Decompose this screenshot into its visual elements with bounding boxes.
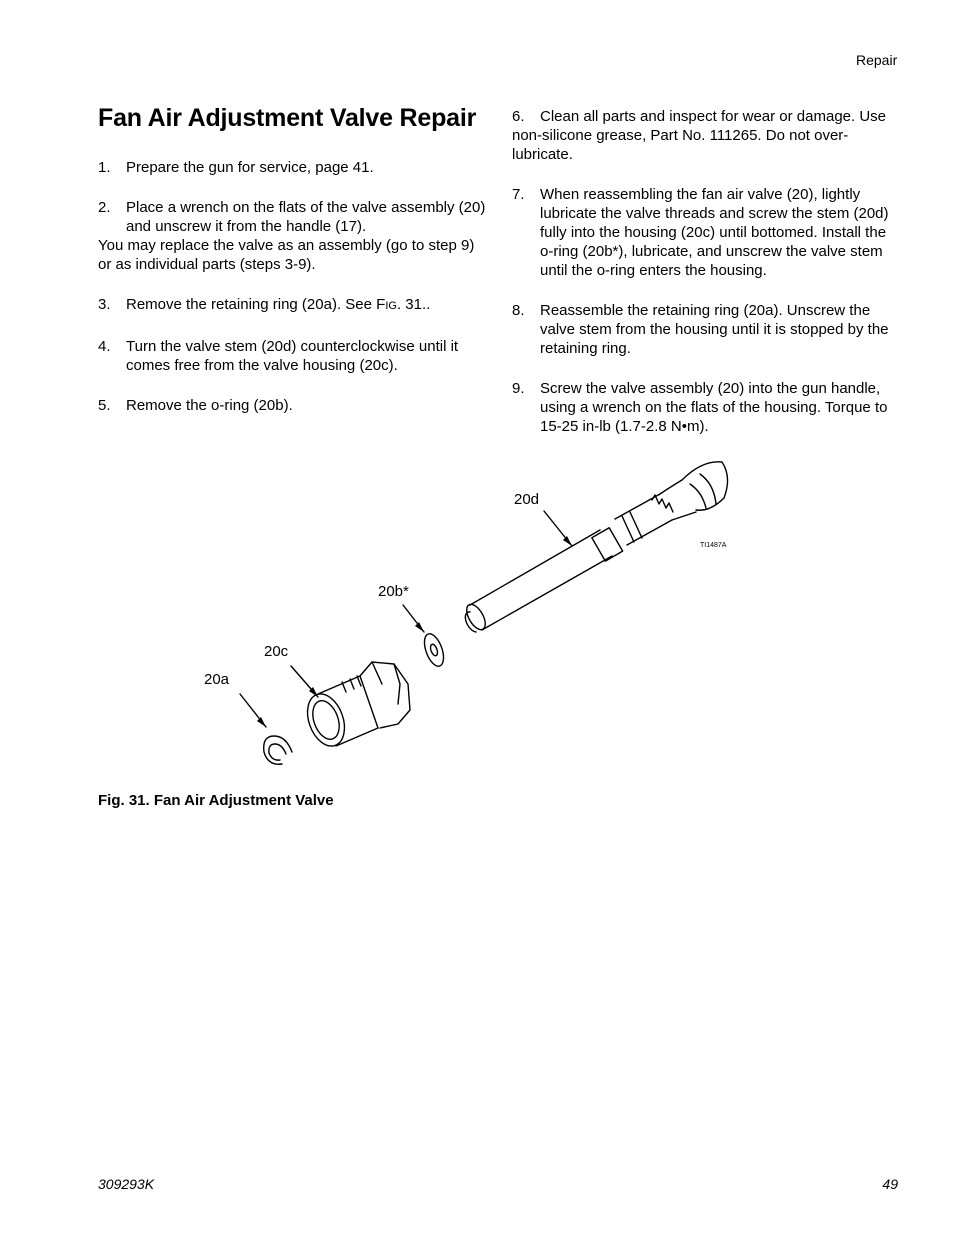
figure-caption: Fig. 31. Fan Air Adjustment Valve — [98, 792, 334, 809]
step-number: 3. — [98, 296, 111, 313]
step-9 — [512, 379, 902, 436]
step-8 — [512, 301, 902, 358]
step-number: 6. — [512, 108, 525, 125]
step-5 — [98, 396, 488, 415]
fan-air-valve-figure — [190, 455, 750, 775]
step-number: 7. — [512, 186, 525, 203]
doc-number: 309293K — [98, 1176, 155, 1192]
step-number: 9. — [512, 380, 525, 397]
valve-housing-drawing — [301, 662, 410, 751]
o-ring-drawing — [421, 631, 448, 668]
step-text: Place a wrench on the flats of the valve assembly (20) and unscrew it from the handle (17). — [126, 199, 486, 235]
drawing-id: TI1487A — [700, 542, 727, 549]
step-number: 2. — [98, 199, 111, 216]
right-column — [512, 107, 902, 457]
arrowhead-20b — [415, 622, 424, 632]
step-3 — [98, 295, 488, 316]
step-text: Prepare the gun for service, page 41. — [126, 159, 374, 176]
arrowhead-20a — [257, 717, 266, 727]
step-text-before: Remove the retaining ring (20a). See F — [126, 296, 386, 313]
step-text: Screw the valve assembly (20) into the gun handle, using a wrench on the flats of the housing. Torque to 15-25 in-lb (1.7-2.8 N•m). — [540, 380, 888, 435]
step-text: Reassemble the retaining ring (20a). Unscrew the valve stem from the housing until it is stopped by the retaining ring. — [540, 302, 889, 357]
page-number: 49 — [882, 1176, 898, 1192]
note-paragraph: You may replace the valve as an assembly (go to step 9) or as individual parts (steps 3-9). — [98, 237, 475, 273]
step-number: 8. — [512, 302, 525, 319]
valve-stem-drawing — [463, 462, 728, 633]
page-title: Fan Air Adjustment Valve Repair — [98, 104, 477, 132]
step-text: Turn the valve stem (20d) counterclockwise until it comes free from the valve housing (20c). — [126, 338, 459, 374]
leader-arrows — [240, 511, 572, 727]
step-1 — [98, 158, 488, 177]
step-number: 4. — [98, 338, 111, 355]
step-text — [126, 296, 430, 313]
step-text: When reassembling the fan air valve (20), lightly lubricate the valve threads and screw the stem (20d) fully into the housing (20c) until bottomed. Install the o-ring (20b*), lubricate, and unscrew the valve stem until the o-ring enters the housing. — [540, 186, 889, 279]
fig-smallcaps: IG — [385, 300, 397, 312]
step-number: 1. — [98, 159, 111, 176]
label-20a: 20a — [204, 671, 230, 688]
step-text: Clean all parts and inspect for wear or damage. Use non-silicone grease, Part No. 111265. Do not over-lubricate. — [512, 108, 887, 163]
retaining-ring-drawing — [264, 736, 292, 764]
step-6 — [512, 107, 902, 164]
step-text: Remove the o-ring (20b). — [126, 397, 293, 414]
step-number: 5. — [98, 397, 111, 414]
step-4 — [98, 337, 488, 375]
step-2 — [98, 198, 488, 236]
section-header: Repair — [856, 52, 898, 68]
label-20b: 20b* — [378, 583, 409, 600]
label-20d: 20d — [514, 491, 540, 508]
left-column — [98, 158, 488, 436]
step-text-after: . 31.. — [396, 296, 431, 313]
step-7 — [512, 185, 902, 280]
label-20c: 20c — [264, 643, 289, 660]
